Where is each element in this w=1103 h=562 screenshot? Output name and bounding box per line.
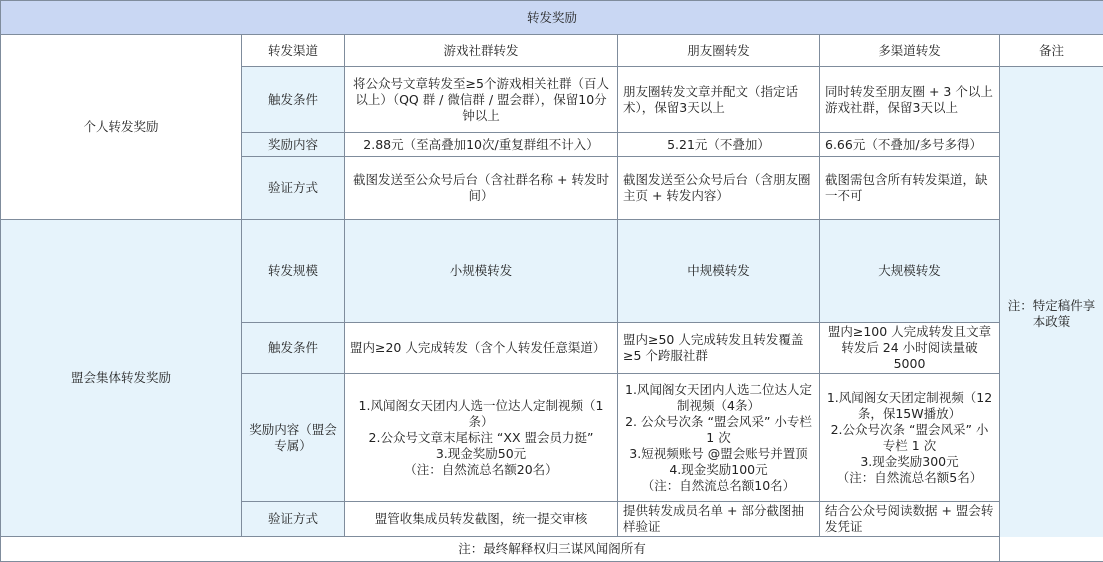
personal-reward-moments: 5.21元（不叠加） [618, 133, 820, 157]
group-reward-label [242, 374, 345, 502]
reward-line: 2.公众号文章末尾标注 “XX 盟会员力挺” [350, 430, 612, 446]
group-reward-label-line: 专属） [247, 438, 339, 454]
group-reward-large [820, 374, 1000, 502]
personal-trigger-moments: 朋友圈转发文章并配文（指定话术），保留3天以上 [618, 67, 820, 133]
group-scale-large: 大规模转发 [820, 220, 1000, 323]
group-trigger-medium: 盟内≥50 人完成转发且转发覆盖≥5 个跨服社群 [618, 323, 820, 374]
remark-header: 备注 [1000, 35, 1103, 67]
remark-note: 注：特定稿件享本政策 [1000, 67, 1103, 562]
reward-line: 3.短视频账号 @盟会账号并置顶 [623, 446, 814, 462]
column-header-multi-channel: 多渠道转发 [820, 35, 1000, 67]
column-header-moments: 朋友圈转发 [618, 35, 820, 67]
reward-line: 4.现金奖励100元 [623, 462, 814, 478]
group-scale-label: 转发规模 [242, 220, 345, 323]
personal-trigger-game: 将公众号文章转发至≥5个游戏相关社群（百人以上）（QQ 群 / 微信群 / 盟会群），保留10分钟以上 [345, 67, 618, 133]
personal-trigger-multi: 同时转发至朋友圈 + 3 个以上游戏社群，保留3天以上 [820, 67, 1000, 133]
reward-line: 2.公众号次条 “盟会风采” 小专栏 1 次 [825, 422, 994, 454]
table-title: 转发奖励 [1, 1, 1103, 35]
reward-line: （注：自然流总名额5名） [825, 470, 994, 486]
personal-verify-game: 截图发送至公众号后台（含社群名称 + 转发时间） [345, 157, 618, 220]
personal-verify-moments: 截图发送至公众号后台（含朋友圈主页 + 转发内容） [618, 157, 820, 220]
reward-line: 3.现金奖励50元 [350, 446, 612, 462]
reward-line: （注：自然流总名额10名） [623, 478, 814, 494]
footer-note: 注：最终解释权归三谋风闻阁所有 [1, 537, 1103, 562]
reward-line: 1.风闻阁女天团内人选一位达人定制视频（1条） [350, 398, 612, 430]
group-trigger-large: 盟内≥100 人完成转发且文章转发后 24 小时阅读量破 5000 [820, 323, 1000, 374]
reward-line: 1.风闻阁女天团内人选二位达人定制视频（4条） [623, 382, 814, 414]
personal-verify-label: 验证方式 [242, 157, 345, 220]
reward-line: 3.现金奖励300元 [825, 454, 994, 470]
reward-line: 2. 公众号次条 “盟会风采” 小专栏 1 次 [623, 414, 814, 446]
group-verify-small: 盟管收集成员转发截图，统一提交审核 [345, 502, 618, 537]
column-header-game-group: 游戏社群转发 [345, 35, 618, 67]
group-reward-medium [618, 374, 820, 502]
group-trigger-small: 盟内≥20 人完成转发（含个人转发任意渠道） [345, 323, 618, 374]
group-verify-label: 验证方式 [242, 502, 345, 537]
group-scale-medium: 中规模转发 [618, 220, 820, 323]
group-section-label: 盟会集体转发奖励 [1, 220, 242, 537]
group-scale-small: 小规模转发 [345, 220, 618, 323]
personal-trigger-label: 触发条件 [242, 67, 345, 133]
personal-section-label: 个人转发奖励 [1, 35, 242, 220]
group-reward-label-line: 奖励内容（盟会 [247, 422, 339, 438]
personal-reward-multi: 6.66元（不叠加/多号多得） [820, 133, 1000, 157]
group-verify-medium: 提供转发成员名单 + 部分截图抽样验证 [618, 502, 820, 537]
channel-header: 转发渠道 [242, 35, 345, 67]
reward-line: 1.风闻阁女天团定制视频（12条，保15W播放） [825, 390, 994, 422]
group-trigger-label: 触发条件 [242, 323, 345, 374]
reward-line: （注：自然流总名额20名） [350, 462, 612, 478]
group-reward-small [345, 374, 618, 502]
personal-verify-multi: 截图需包含所有转发渠道，缺一不可 [820, 157, 1000, 220]
group-verify-large: 结合公众号阅读数据 + 盟会转发凭证 [820, 502, 1000, 537]
personal-reward-label: 奖励内容 [242, 133, 345, 157]
personal-reward-game: 2.88元（至高叠加10次/重复群组不计入） [345, 133, 618, 157]
